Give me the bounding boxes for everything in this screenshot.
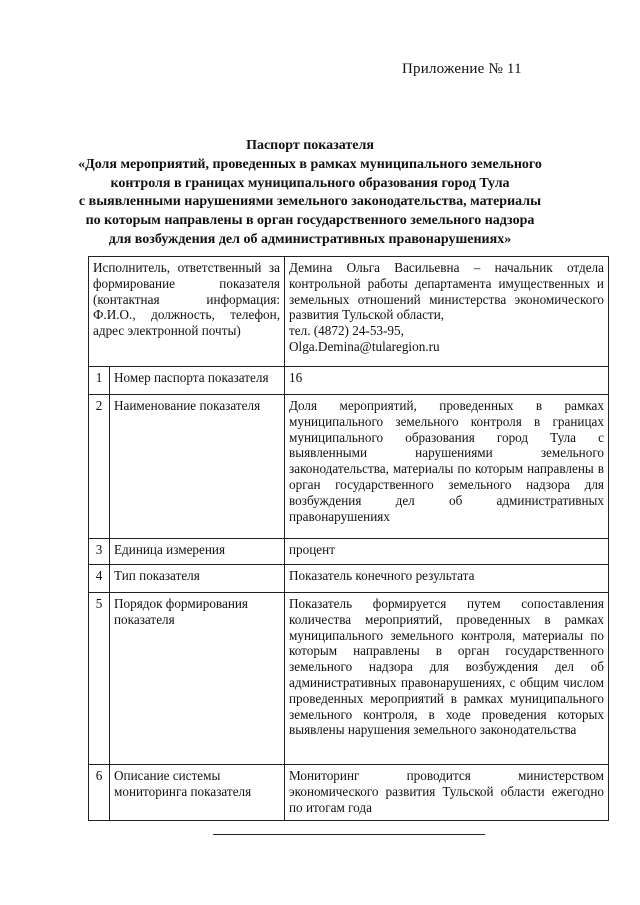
row-value: Доля мероприятий, проведенных в рамках муниципального земельного контроля в границах муниципального образования город Тула с выявленными нарушениями земельного законодательства, материалы по которым направлены в орган государственного земельного надзора для возбуждения дел об административных правонарушениях bbox=[285, 395, 609, 539]
footer-separator-line bbox=[213, 834, 485, 835]
row-label: Тип показателя bbox=[110, 565, 285, 593]
passport-table bbox=[88, 256, 609, 821]
table-row bbox=[89, 367, 609, 395]
row-label: Номер паспорта показателя bbox=[110, 367, 285, 395]
table-row bbox=[89, 565, 609, 593]
table-row bbox=[89, 395, 609, 539]
executor-position: Демина Ольга Васильевна – начальник отдела контрольной работы департамента имущественных и земельных отношений министерства экономического развития Тульской области, bbox=[289, 260, 604, 323]
title-line: Паспорт показателя bbox=[246, 138, 374, 153]
table-row bbox=[89, 765, 609, 821]
row-number: 1 bbox=[89, 367, 110, 395]
row-value: 16 bbox=[285, 367, 609, 395]
row-number: 5 bbox=[89, 593, 110, 765]
title-line: «Доля мероприятий, проведенных в рамках муниципального земельного bbox=[78, 156, 542, 172]
row-value: Показатель конечного результата bbox=[285, 565, 609, 593]
row-number: 2 bbox=[89, 395, 110, 539]
title-line: для возбуждения дел об административных правонарушениях» bbox=[108, 231, 512, 247]
row-label: Наименование показателя bbox=[110, 395, 285, 539]
executor-row bbox=[89, 257, 609, 367]
row-number: 4 bbox=[89, 565, 110, 593]
title-line: контроля в границах муниципального образования город Тула bbox=[110, 175, 510, 191]
document-title bbox=[76, 137, 544, 250]
row-label: Описание системы мониторинга показателя bbox=[110, 765, 285, 821]
executor-label: Исполнитель, ответственный за формирование показателя (контактная информация: Ф.И.О., должность, телефон, адрес электронной почты) bbox=[89, 257, 285, 367]
row-number: 3 bbox=[89, 539, 110, 565]
title-line: по которым направлены в орган государственного земельного надзора bbox=[85, 213, 535, 229]
row-value: процент bbox=[285, 539, 609, 565]
title-line: с выявленными нарушениями земельного законодательства, материалы bbox=[78, 194, 542, 210]
executor-phone: тел. (4872) 24-53-95, bbox=[289, 323, 404, 339]
row-label: Порядок формирования показателя bbox=[110, 593, 285, 765]
executor-value bbox=[285, 257, 609, 367]
row-value: Мониторинг проводится министерством экономического развития Тульской области ежегодно по итогам года bbox=[285, 765, 609, 821]
table-row bbox=[89, 539, 609, 565]
appendix-label: Приложение № 11 bbox=[402, 61, 522, 77]
row-value: Показатель формируется путем сопоставления количества мероприятий, проведенных в рамках муниципального земельного контроля, материалы по которым направлены в орган государственного земельного надзора для возбуждения дел об административных правонарушениях, с общим числом проведенных мероприятий в рамках муниципального земельного контроля, в ходе проведения которых выявлены нарушения земельного законодательства bbox=[285, 593, 609, 765]
table-row bbox=[89, 593, 609, 765]
executor-email: Olga.Demina@tularegion.ru bbox=[289, 338, 440, 354]
row-number: 6 bbox=[89, 765, 110, 821]
row-label: Единица измерения bbox=[110, 539, 285, 565]
